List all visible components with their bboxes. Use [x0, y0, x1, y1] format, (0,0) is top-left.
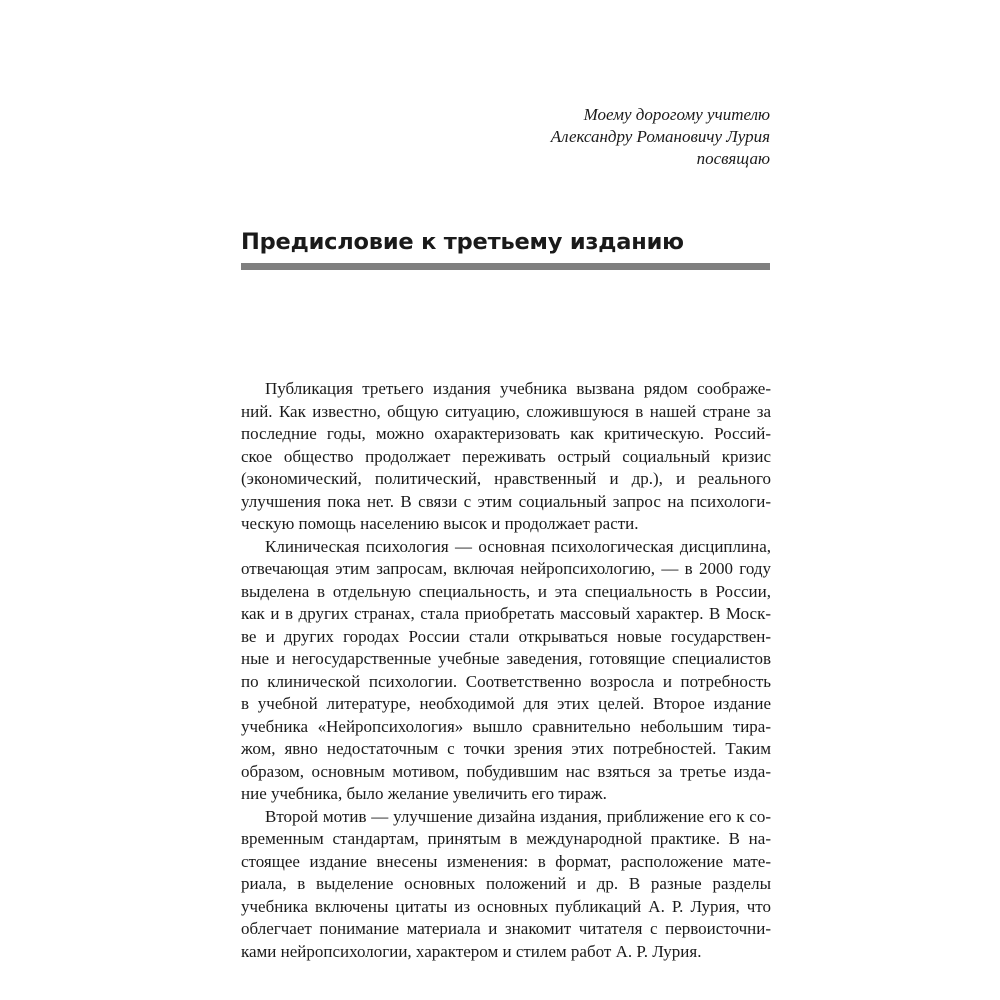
text-line: риала, в выделение основных положений и др. В разные разделы: [241, 874, 771, 893]
text-line: в учебной литературе, необходимой для этих целей. Второе издание: [241, 694, 771, 713]
text-line: последние годы, можно охарактеризовать как критическую. Россий-: [241, 424, 771, 443]
text-line: выделена в отдельную специальность, и эта специальность в России,: [241, 581, 771, 601]
text-line: (экономический, политический, нравственный и др.), и реального: [241, 469, 771, 488]
text-line: Клиническая психология — основная психологическая дисциплина,: [265, 536, 771, 556]
text-line: по клинической психологии. Соответственно возросла и потребность: [241, 671, 771, 691]
text-line: Второй мотив — улучшение дизайна издания, приближение его к со-: [265, 806, 771, 826]
epigraph-line: Александру Романовичу Лурия: [550, 127, 770, 146]
text-line: ние учебника, было желание увеличить его тираж.: [241, 784, 607, 803]
text-line: как и в других странах, стала приобретать массовый характер. В Моск-: [241, 604, 771, 623]
text-line: Публикация третьего издания учебника вызвана рядом соображе-: [265, 379, 771, 398]
epigraph-line: Моему дорогому учителю: [583, 105, 770, 124]
text-line: временным стандартам, принятым в международной практике. В на-: [241, 829, 771, 848]
text-line: улучшения пока нет. В связи с этим социальный запрос на психологи-: [241, 491, 771, 511]
dedication-epigraph: [350, 104, 770, 170]
text-line: отвечающая этим запросам, включая нейропсихологию, — в 2000 году: [241, 559, 771, 578]
text-line: ское общество продолжает переживать острый социальный кризис: [241, 446, 771, 466]
text-line: ные и негосударственные учебные заведения, готовящие специалистов: [241, 649, 771, 668]
paragraph-2: [241, 536, 771, 806]
text-line: ческую помощь населению высок и продолжает расти.: [241, 514, 639, 533]
text-line: образом, основным мотивом, побудившим нас взяться за третье изда-: [241, 761, 771, 781]
text-line: стоящее издание внесены изменения: в формат, расположение мате-: [241, 851, 771, 871]
text-line: ве и других городах России стали открываться новые государствен-: [241, 626, 771, 646]
text-line: жом, явно недостаточным с точки зрения этих потребностей. Таким: [241, 739, 771, 758]
text-line: ний. Как известно, общую ситуацию, сложившуюся в нашей стране за: [241, 401, 771, 421]
text-line: облегчает понимание материала и знакомит читателя с первоисточни-: [241, 919, 771, 938]
heading-underline-rule: [241, 263, 770, 270]
text-line: учебника «Нейропсихология» вышло сравнительно небольшим тира-: [241, 716, 771, 736]
text-line: учебника включены цитаты из основных публикаций А. Р. Лурия, что: [241, 896, 771, 916]
paragraph-1: [241, 378, 771, 536]
body-text: [241, 378, 771, 963]
paragraph-3: [241, 806, 771, 964]
epigraph-line: посвящаю: [696, 149, 770, 168]
text-line: ками нейропсихологии, характером и стилем работ А. Р. Лурия.: [241, 941, 702, 961]
chapter-heading: Предисловие к третьему изданию: [241, 229, 684, 255]
